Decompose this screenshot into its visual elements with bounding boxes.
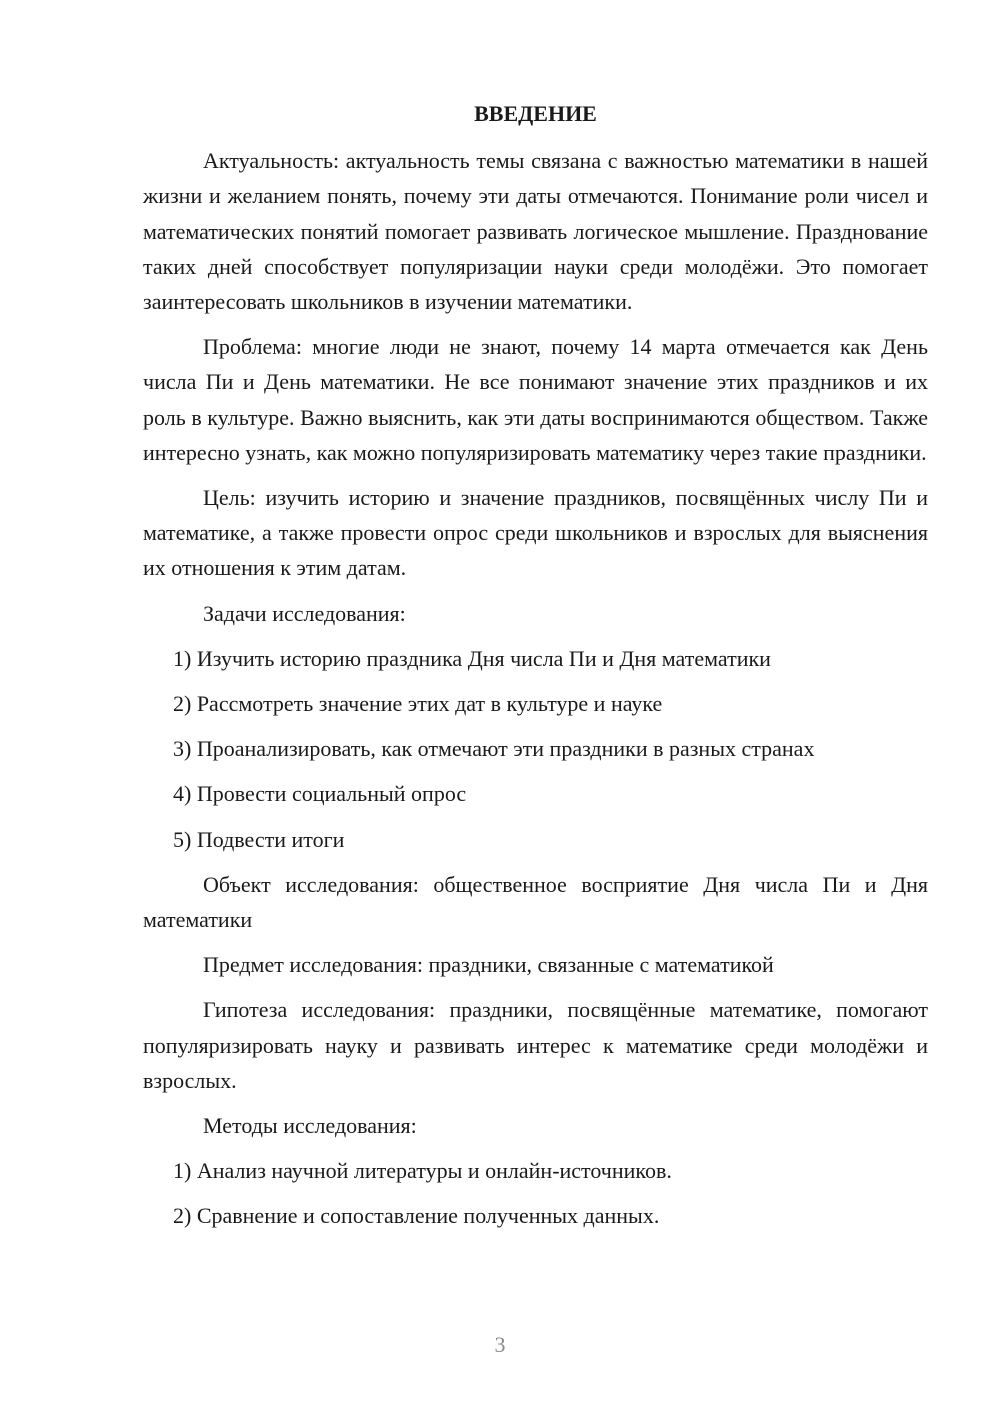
paragraph-subject: Предмет исследования: праздники, связанные с математикой — [203, 952, 774, 978]
task-item: 4) Провести социальный опрос — [173, 781, 467, 807]
paragraph-problem: Проблема: многие люди не знают, почему 14 марта отмечается как День числа Пи и День математики. Не все понимают значение этих праздников и их роль в культуре. Важно выяснить, как эти даты воспринимаются обществом. Также интересно узнать, как можно популяризировать математику через такие праздники. — [143, 334, 928, 465]
task-item: 3) Проанализировать, как отмечают эти праздники в разных странах — [173, 736, 815, 762]
task-item: 1) Изучить историю праздника Дня числа Пи и Дня математики — [173, 645, 771, 671]
document-page — [143, 96, 928, 1244]
paragraph-goal: Цель: изучить историю и значение праздников, посвящённых числу Пи и математике, а также провести опрос среди школьников и взрослых для выяснения их отношения к этим датам. — [143, 485, 928, 581]
paragraph-hypothesis: Гипотеза исследования: праздники, посвящённые математике, помогают популяризировать науку и развивать интерес к математике среди молодёжи и взрослых. — [143, 997, 928, 1093]
page-title: ВВЕДЕНИЕ — [474, 101, 597, 126]
paragraph-object: Объект исследования: общественное восприятие Дня числа Пи и Дня математики — [143, 871, 928, 933]
paragraph-relevance: Актуальность: актуальность темы связана с важностью математики в нашей жизни и желанием понять, почему эти даты отмечаются. Понимание роли чисел и математических понятий помогает развивать логическое мышление. Празднование таких дней способствует популяризации науки среди молодёжи. Это помогает заинтересовать школьников в изучении математики. — [143, 148, 928, 315]
method-item: 1) Анализ научной литературы и онлайн-источников. — [173, 1158, 672, 1184]
methods-heading: Методы исследования: — [203, 1113, 417, 1139]
tasks-heading: Задачи исследования: — [203, 600, 406, 626]
page-number: 3 — [494, 1332, 506, 1357]
task-item: 2) Рассмотреть значение этих дат в культуре и науке — [173, 691, 663, 717]
task-item: 5) Подвести итоги — [173, 826, 345, 852]
method-item: 2) Сравнение и сопоставление полученных данных. — [173, 1203, 660, 1229]
